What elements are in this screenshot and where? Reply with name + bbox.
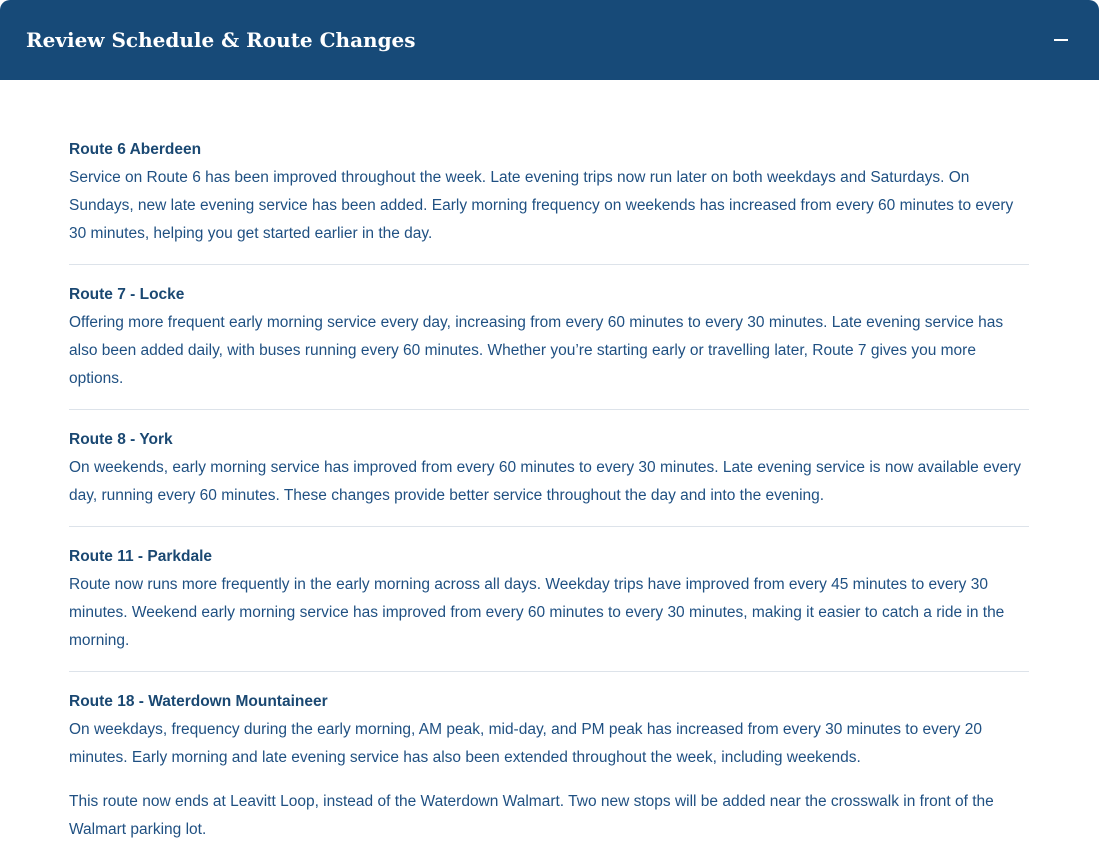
route-title: Route 8 - York [69, 431, 173, 448]
route-section-11 [69, 543, 1029, 672]
minus-icon [1054, 39, 1068, 41]
accordion-header[interactable] [0, 0, 1099, 80]
route-section-8 [69, 426, 1029, 527]
route-description: On weekdays, frequency during the early morning, AM peak, mid-day, and PM peak has increased from every 30 minutes to every 20 minutes. Early morning and late evening service has also been extended throughout the week, including weekends. [69, 721, 982, 766]
route-description: Service on Route 6 has been improved throughout the week. Late evening trips now run later on both weekdays and Saturdays. On Sundays, new late evening service has been added. Early morning frequency on weekends has increased from every 60 minutes to every 30 minutes, helping you get started earlier in the day. [69, 169, 1014, 242]
route-section-18 [69, 688, 1029, 844]
accordion-content [69, 136, 1029, 844]
accordion-title: Review Schedule & Route Changes [26, 28, 416, 52]
route-section-7 [69, 281, 1029, 410]
route-title: Route 18 - Waterdown Mountaineer [69, 693, 328, 710]
collapse-toggle-button[interactable] [1047, 26, 1075, 54]
route-description: On weekends, early morning service has improved from every 60 minutes to every 30 minutes. Late evening service is now available every day, running every 60 minutes. These changes provide better service throughout the day and into the evening. [69, 459, 1021, 504]
route-description: This route now ends at Leavitt Loop, instead of the Waterdown Walmart. Two new stops will be added near the crosswalk in front of the Walmart parking lot. [69, 793, 994, 838]
route-section-6 [69, 136, 1029, 265]
route-title: Route 6 Aberdeen [69, 141, 202, 158]
route-description: Offering more frequent early morning service every day, increasing from every 60 minutes to every 30 minutes. Late evening service has also been added daily, with buses running every 60 minutes. Whether you’re starting early or travelling later, Route 7 gives you more options. [69, 314, 1004, 387]
route-description: Route now runs more frequently in the early morning across all days. Weekday trips have improved from every 45 minutes to every 30 minutes. Weekend early morning service has improved from every 60 minutes to every 30 minutes, making it easier to catch a ride in the morning. [69, 576, 1005, 649]
route-title: Route 7 - Locke [69, 286, 185, 303]
route-title: Route 11 - Parkdale [69, 548, 213, 565]
